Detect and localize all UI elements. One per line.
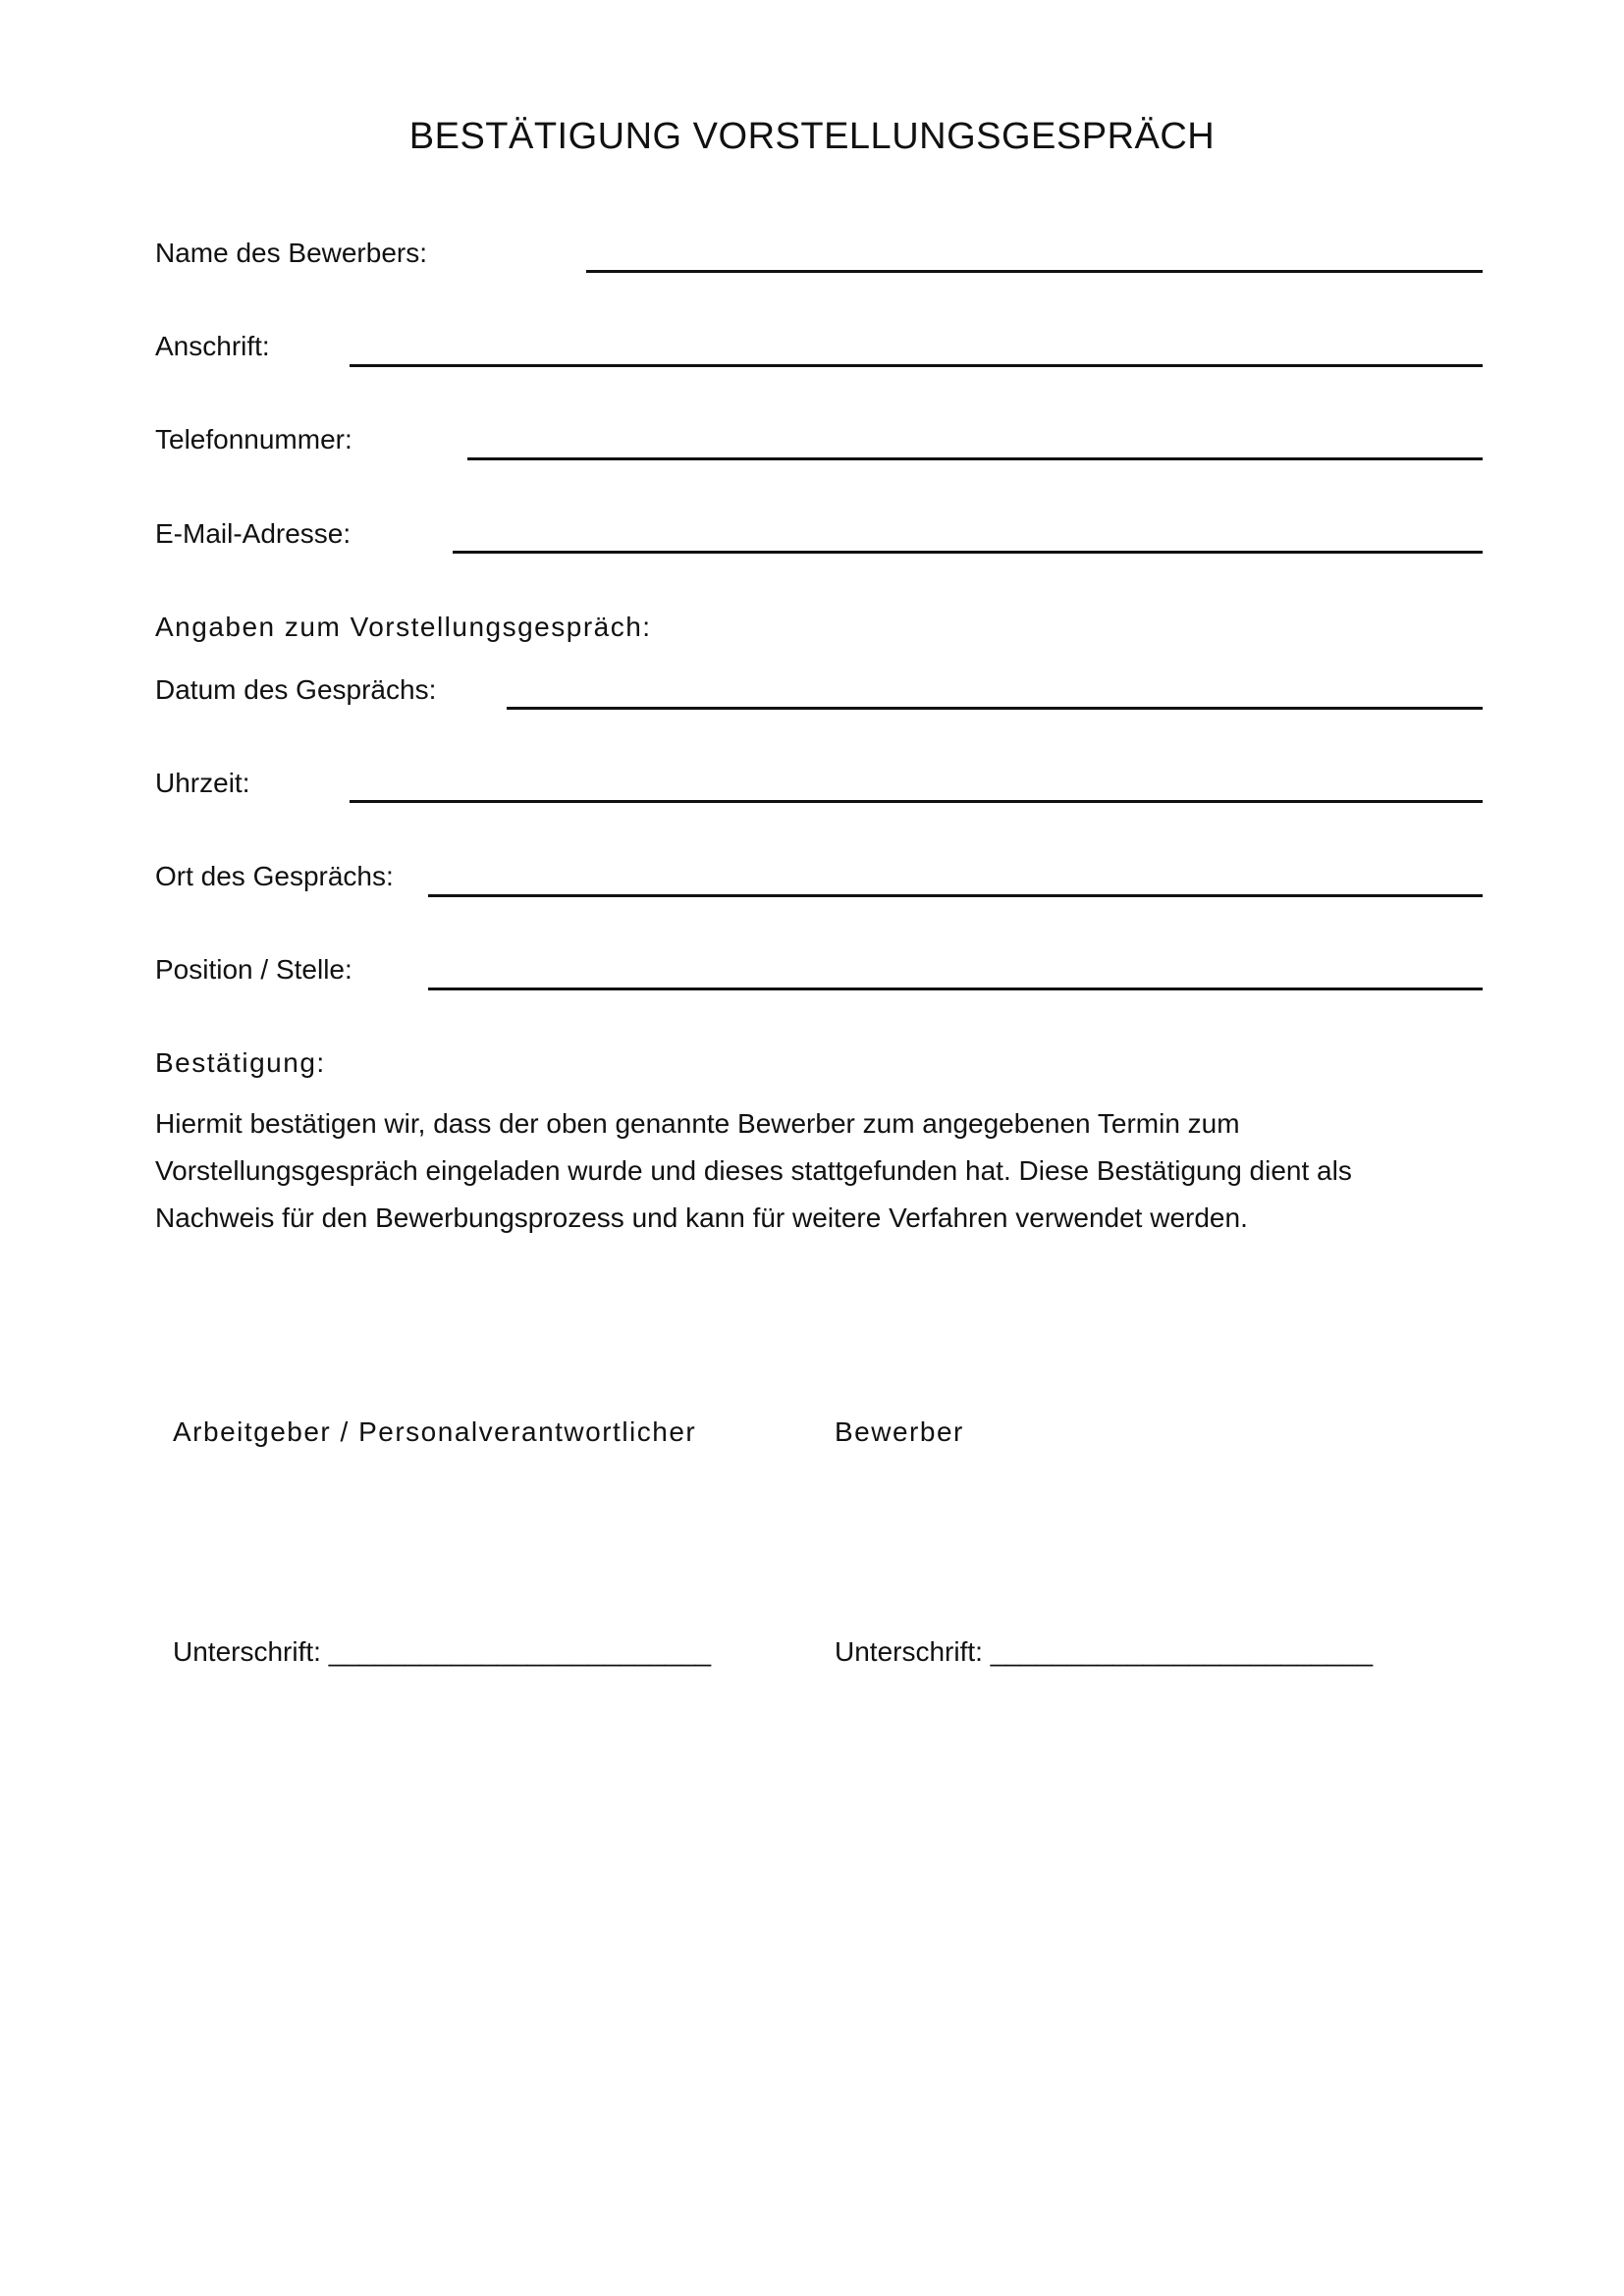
position-label: Position / Stelle:: [155, 954, 352, 985]
interview-date-line[interactable]: [507, 707, 1483, 710]
interview-date-label: Datum des Gesprächs:: [155, 674, 437, 705]
interview-location-label: Ort des Gesprächs:: [155, 861, 394, 891]
position-line[interactable]: [428, 988, 1483, 990]
address-line[interactable]: [350, 364, 1483, 367]
address-label: Anschrift:: [155, 331, 270, 361]
name-line[interactable]: [586, 270, 1483, 273]
email-label: E-Mail-Adresse:: [155, 518, 352, 549]
applicant-label: Bewerber: [835, 1416, 964, 1447]
interview-time-line[interactable]: [350, 800, 1483, 803]
confirmation-line: Vorstellungsgespräch eingeladen wurde und dieses stattgefunden hat. Diese Bestätigung dient als: [155, 1155, 1352, 1186]
applicant-signature-field[interactable]: Unterschrift: _________________________: [835, 1636, 1374, 1667]
employer-signature-field[interactable]: Unterschrift: _________________________: [173, 1636, 712, 1667]
confirmation-line: Nachweis für den Bewerbungsprozess und kann für weitere Verfahren verwendet werden.: [155, 1202, 1248, 1233]
interview-time-label: Uhrzeit:: [155, 768, 250, 798]
employer-label: Arbeitgeber / Personalverantwortlicher: [173, 1416, 697, 1447]
phone-line[interactable]: [467, 457, 1483, 460]
email-line[interactable]: [453, 551, 1483, 554]
interview-location-line[interactable]: [428, 894, 1483, 897]
name-label: Name des Bewerbers:: [155, 238, 428, 268]
confirmation-heading: Bestätigung:: [155, 1047, 326, 1078]
interview-heading: Angaben zum Vorstellungsgespräch:: [155, 612, 652, 642]
confirmation-line: Hiermit bestätigen wir, dass der oben genannte Bewerber zum angegebenen Termin zum: [155, 1108, 1240, 1139]
confirmation-paragraph: [155, 1100, 1471, 1242]
page-title: BESTÄTIGUNG VORSTELLUNGSGESPRÄCH: [408, 116, 1216, 157]
phone-label: Telefonnummer:: [155, 424, 352, 454]
